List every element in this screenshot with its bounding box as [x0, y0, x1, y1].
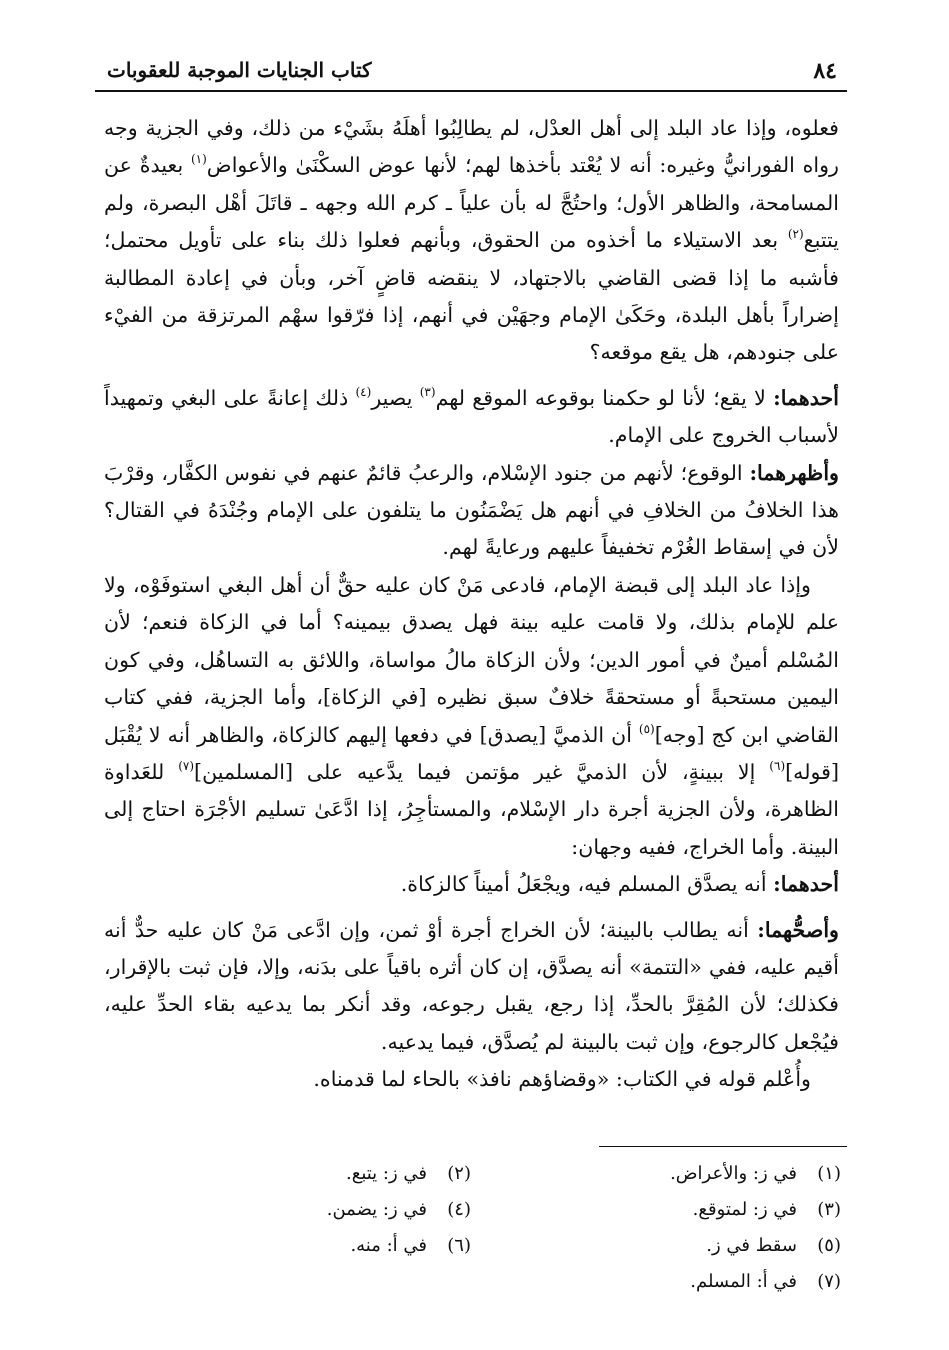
text-run: وأُعْلم قوله في الكتاب: «وقضاؤهم نافذ» بالحاء لما قدمناه. — [313, 1067, 811, 1092]
paragraph-lead: أحدهما: — [773, 385, 839, 410]
footnote-marker: (١) — [190, 152, 207, 167]
text-run: الوقوع؛ لأنهم من جنود الإسْلام، والرعبُ قائمٌ عنهم في نفوس الكفَّار، وقرْبَ هذا الخلافُ من الخلافِ في أنهم هل يَضْمَنُون ما يتلفون على الإمام وجُنْدَهُ في القتال؟ لأن في إسقاط الغُرْم تخفيفاً عليهم ورعايةً لهم. — [104, 460, 839, 560]
footnote-number: (٢) — [447, 1163, 471, 1184]
text-run: بعيدةٌ عن المسامحة، والظاهر الأول؛ واحتُجَّ له بأن علياً ـ كرم الله وجهه ـ قاتَلَ أهْل البصرة، ولم يتتبع — [104, 153, 839, 253]
footnotes-column-left — [261, 1156, 471, 1264]
footnote — [611, 1228, 841, 1264]
footnote — [261, 1228, 471, 1264]
footnote — [261, 1192, 471, 1228]
footnote-text: في ز: يتبع. — [346, 1163, 427, 1184]
text-run: يصير — [371, 385, 420, 410]
paragraph — [104, 1061, 839, 1098]
footnote — [611, 1264, 841, 1300]
footnote-text: في ز: والأعراض. — [670, 1163, 797, 1184]
footnote-text: في أ: المسلم. — [690, 1271, 797, 1292]
running-title: كتاب الجنايات الموجبة للعقوبات — [107, 58, 372, 82]
footnote-marker: (٦) — [769, 758, 786, 773]
paragraph-lead: وأظهرهما: — [749, 460, 839, 485]
footnote — [261, 1156, 471, 1192]
paragraph-lead: وأصحُّهما: — [757, 917, 839, 942]
text-run: أنه يطالب بالبينة؛ لأن الخراج أجرة أوْ ثمن، وإن ادَّعى مَنْ كان عليه حدٌّ أنه أقيم عليه، ففي «التتمة» أنه يصدَّق، إن كان أثره باقياً على بدَنه، وإلا، فإن ثبت بالإقرار، فكذلك؛ لأن المُقِرَّ بالحدِّ، إذا رجع، يقبل رجوعه، وقد أنكر بما يدعيه بقاء الحدِّ عليه، فيُجْعل كالرجوع، وإن ثبت بالبينة لم يُصدَّق، فيما يدعيه. — [104, 917, 839, 1054]
paragraph — [104, 455, 839, 567]
paragraph — [104, 567, 839, 866]
text-run: وإذا عاد البلد إلى قبضة الإمام، فادعى مَنْ كان عليه حقٌّ أن أهل البغي استوفَوْه، ولا علم للإمام بذلك، ولا قامت عليه بينة فهل يصدق بيمينه؟ أما في الزكاة فنعم؛ لأن المُسْلم أمينٌ في أمور الدين؛ ولأن الزكاة مالُ مواساة، واللائق به التساهُل، وفي كون اليمين مستحبةً أو مستحقةً خلافٌ سبق نظيره [في الزكاة]، وأما الجزية، ففي كتاب القاضي ابن كج [وجه] — [104, 572, 839, 747]
paragraph — [104, 380, 839, 455]
text-run: أن الذميَّ [يصدق] في دفعها إليهم كالزكاة، والظاهر أنه لا يُقْبَل [قوله] — [104, 722, 839, 784]
footnote-marker: (٤) — [355, 384, 372, 399]
text-run: لا يقع؛ لأنا لو حكمنا بوقوعه الموقع لهم — [435, 385, 774, 410]
text-run: إلا ببينةٍ، لأن الذميَّ غير مؤتمن فيما يدَّعيه على [المسلمين] — [194, 759, 770, 784]
footnote-number: (٤) — [447, 1199, 471, 1220]
footnote-text: في ز: يضمن. — [326, 1199, 427, 1220]
footnote-number: (١) — [817, 1163, 841, 1184]
footnote-number: (٥) — [817, 1235, 841, 1256]
paragraph-lead: أحدهما: — [773, 872, 839, 897]
footnote-number: (٧) — [817, 1271, 841, 1292]
footnote-marker: (٢) — [787, 227, 804, 242]
footnote — [611, 1192, 841, 1228]
paragraph — [104, 110, 839, 372]
footnote-marker: (٥) — [638, 721, 655, 736]
footnote-text: في ز: لمتوقع. — [692, 1199, 797, 1220]
footnote-number: (٦) — [447, 1235, 471, 1256]
footnote-marker: (٣) — [419, 384, 436, 399]
main-text — [104, 110, 839, 1099]
paragraph — [104, 866, 839, 903]
text-run: أنه يصدَّق المسلم فيه، ويجْعَلُ أميناً كالزكاة. — [400, 872, 774, 897]
footnotes-column-right — [611, 1156, 841, 1300]
footnote-marker: (٧) — [178, 758, 195, 773]
text-run: بعد الاستيلاء ما أخذوه من الحقوق، وبأنهم فعلوا ذلك بناء على تأويل محتمل؛ فأشبه ما إذا قضى القاضي بالاجتهاد، لا ينقضه قاضٍ آخر، وبأن في إعادة المطالبة إضراراً بأهل البلدة، وحَكَىٰ الإمام وجهَيْن في أنهم، إذا فرّقوا سهْم المرتزقة من الفيْء على جنودهم، هل يقع موقعه؟ — [104, 228, 839, 365]
footnote-number: (٣) — [817, 1199, 841, 1220]
footnote-text: سقط في ز. — [706, 1235, 797, 1256]
page-header — [95, 52, 847, 92]
text-run: للعَداوة الظاهرة، ولأن الجزية أجرة دار الإسْلام، والمستأجِرُ، إذا ادَّعَىٰ تسليم الأجْرَة احتاج إلى البينة. وأما الخراج، ففيه وجهان: — [104, 759, 839, 859]
text-run: فعلوه، وإذا عاد البلد إلى أهل العدْل، لم يطالِبُوا أهلَهُ بشَيْء من ذلك، وفي الجزية وجه رواه الفورانيُّ وغيره: أنه لا يُعْتد بأخذها لهم؛ لأنها عوض السكْنَىٰ والأعواض — [104, 116, 839, 178]
text-run: ذلك إعانةً على البغي وتمهيداً لأسباب الخروج على الإمام. — [104, 385, 839, 448]
footnote — [611, 1156, 841, 1192]
footnote-text: في أ: منه. — [350, 1235, 427, 1256]
paragraph — [104, 912, 839, 1062]
footnote-divider — [599, 1146, 847, 1147]
page-number: ٨٤ — [813, 58, 837, 84]
